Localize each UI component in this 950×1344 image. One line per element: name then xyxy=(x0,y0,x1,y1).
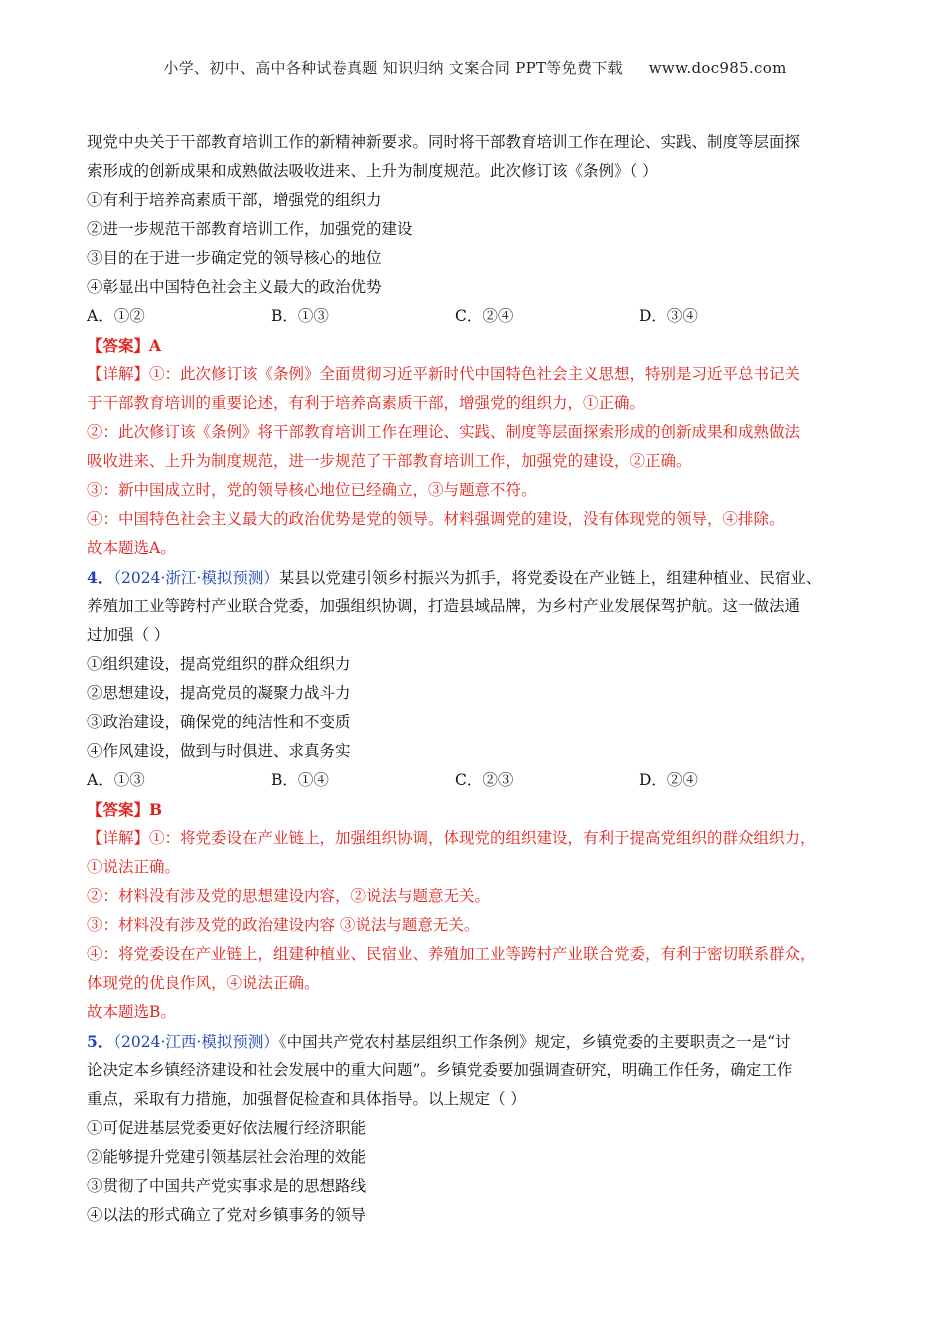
q4-detail-line: ④：将党委设在产业链上，组建种植业、民宿业、养殖加工业等跨村产业联合党委，有利于密切联系群众， xyxy=(87,945,816,963)
q3-stem-line: 现党中央关于干部教育培训工作的新精神新要求。同时将干部教育培训工作在理论、实践、制度等层面探 xyxy=(87,133,801,151)
q5-number: 5． xyxy=(87,1032,114,1051)
q5-stem-text: 《中国共产党农村基层组织工作条例》规定，乡镇党委的主要职责之一是“讨 xyxy=(278,1033,791,1051)
q4-source: （2024·浙江·模拟预测） xyxy=(113,569,279,587)
q4-stem-text: 某县以党建引领乡村振兴为抓手，将党委设在产业链上，组建种植业、民宿业、 xyxy=(278,569,822,587)
q5-item: ①可促进基层党委更好依法履行经济职能 xyxy=(87,1119,367,1137)
q4-detail-line: ②：材料没有涉及党的思想建设内容，②说法与题意无关。 xyxy=(87,887,491,905)
q4-options xyxy=(87,766,873,795)
q5-item: ③贯彻了中国共产党实事求是的思想路线 xyxy=(87,1177,367,1195)
q4-answer: 【答案】B xyxy=(87,800,163,819)
q4-option-d: D．②④ xyxy=(639,771,698,789)
document-body xyxy=(87,128,873,1230)
header-site: www.doc985.com xyxy=(648,59,787,77)
q4-stem-line: 养殖加工业等跨村产业联合党委，加强组织协调，打造县域品牌，为乡村产业发展保驾护航。这一做法通 xyxy=(87,597,801,615)
q3-detail-line: 于干部教育培训的重要论述，有利于培养高素质干部，增强党的组织力，①正确。 xyxy=(87,394,646,412)
q4-number: 4． xyxy=(87,568,114,587)
q5-item: ②能够提升党建引领基层社会治理的效能 xyxy=(87,1148,367,1166)
q3-option-d: D．③④ xyxy=(639,307,698,325)
q4-option-b: B．①④ xyxy=(271,771,329,789)
q3-detail-line: 故本题选A。 xyxy=(87,539,176,557)
q4-detail-line: 体现党的优良作风，④说法正确。 xyxy=(87,974,320,992)
q4-detail-line: ①说法正确。 xyxy=(87,858,181,876)
q3-detail-line: 吸收进来、上升为制度规范，进一步规范了干部教育培训工作，加强党的建设，②正确。 xyxy=(87,452,692,470)
q4-detail-line: 故本题选B。 xyxy=(87,1003,176,1021)
q4-item: ③政治建设，确保党的纯洁性和不变质 xyxy=(87,713,351,731)
q3-stem-line: 索形成的创新成果和成熟做法吸收进来、上升为制度规范。此次修订该《条例》（ ） xyxy=(87,162,658,180)
q4-item: ②思想建设，提高党员的凝聚力战斗力 xyxy=(87,684,351,702)
q3-item: ②进一步规范干部教育培训工作，加强党的建设 xyxy=(87,220,413,238)
q4-detail-line: 【详解】①：将党委设在产业链上，加强组织协调，体现党的组织建设，有利于提高党组织的群众组织力， xyxy=(87,829,816,847)
q3-option-c: C．②④ xyxy=(455,307,514,325)
q4-stem-first xyxy=(87,563,873,592)
q4-item: ④作风建设，做到与时俱进、求真务实 xyxy=(87,742,351,760)
q4-detail-line: ③：材料没有涉及党的政治建设内容 ③说法与题意无关。 xyxy=(87,916,480,934)
q3-item: ①有利于培养高素质干部，增强党的组织力 xyxy=(87,191,382,209)
q5-source: （2024·江西·模拟预测） xyxy=(113,1033,279,1051)
q5-item: ④以法的形式确立了党对乡镇事务的领导 xyxy=(87,1206,367,1224)
q3-detail-line: 【详解】①：此次修订该《条例》全面贯彻习近平新时代中国特色社会主义思想，特别是习近平总书记关 xyxy=(87,365,801,383)
page-header xyxy=(0,57,950,78)
q3-detail-line: ②：此次修订该《条例》将干部教育培训工作在理论、实践、制度等层面探索形成的创新成果和成熟做法 xyxy=(87,423,801,441)
q5-stem-first xyxy=(87,1027,873,1056)
q5-stem-line: 论决定本乡镇经济建设和社会发展中的重大问题”。乡镇党委要加强调查研究，明确工作任务，确定工作 xyxy=(87,1061,793,1079)
q4-item: ①组织建设，提高党组织的群众组织力 xyxy=(87,655,351,673)
q3-item: ④彰显出中国特色社会主义最大的政治优势 xyxy=(87,278,382,296)
q4-option-c: C．②③ xyxy=(455,771,514,789)
q3-options xyxy=(87,302,873,331)
q3-detail-line: ④：中国特色社会主义最大的政治优势是党的领导。材料强调党的建设，没有体现党的领导，④排除。 xyxy=(87,510,785,528)
q4-option-a: A．①③ xyxy=(87,771,145,789)
q3-detail-line: ③：新中国成立时，党的领导核心地位已经确立，③与题意不符。 xyxy=(87,481,537,499)
q3-item: ③目的在于进一步确定党的领导核心的地位 xyxy=(87,249,382,267)
q3-option-b: B．①③ xyxy=(271,307,329,325)
q3-option-a: A．①② xyxy=(87,307,145,325)
header-text: 小学、初中、高中各种试卷真题 知识归纳 文案合同 PPT等免费下载 xyxy=(163,59,623,77)
q5-stem-line: 重点，采取有力措施，加强督促检查和具体指导。以上规定（ ） xyxy=(87,1090,526,1108)
q3-answer: 【答案】A xyxy=(87,336,162,355)
q4-stem-line: 过加强（ ） xyxy=(87,626,170,644)
